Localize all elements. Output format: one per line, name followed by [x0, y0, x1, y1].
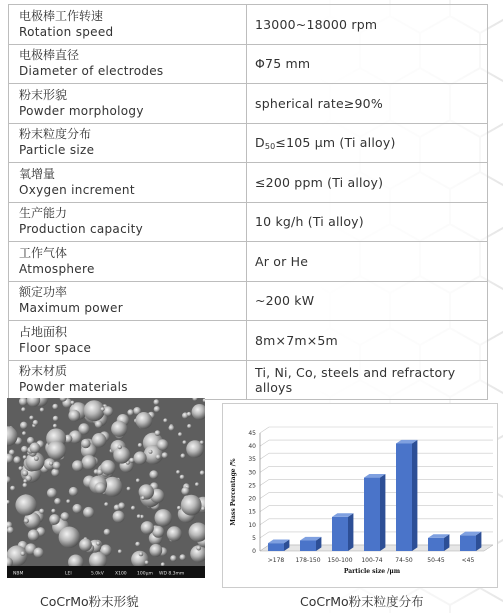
- sem-info-text: WD 8.3mm: [159, 571, 185, 577]
- powder-particle: [69, 487, 78, 496]
- powder-particle: [54, 498, 61, 505]
- powder-particle: [23, 479, 27, 483]
- powder-particle: [68, 410, 80, 422]
- spec-value-subscript: 50: [264, 141, 276, 151]
- spec-label: [9, 321, 247, 361]
- powder-particle: [49, 514, 60, 525]
- spec-value: 13000~18000 rpm: [247, 5, 488, 45]
- spec-label: [9, 123, 247, 163]
- sem-image: [7, 398, 205, 578]
- powder-particle: [10, 486, 15, 491]
- specifications-body: [9, 5, 488, 400]
- powder-particle: [20, 551, 25, 556]
- spec-label-en: Maximum power: [19, 301, 123, 316]
- powder-particle: [92, 433, 106, 447]
- powder-particle: [137, 514, 141, 518]
- spec-value: Ti, Ni, Co, steels and refractory alloys: [247, 360, 488, 400]
- powder-particle: [101, 407, 105, 411]
- x-tick-label: 100-74: [361, 557, 383, 564]
- powder-particle: [149, 450, 153, 454]
- powder-particle: [181, 495, 202, 516]
- spec-row: [9, 84, 488, 124]
- powder-particle: [163, 418, 167, 422]
- powder-particle: [195, 482, 199, 486]
- powder-particle: [181, 454, 186, 459]
- sem-info-text: X100: [115, 571, 127, 577]
- powder-particle: [152, 526, 164, 538]
- powder-particle: [149, 470, 158, 479]
- powder-particle: [141, 496, 145, 500]
- powder-particle: [95, 421, 103, 429]
- spec-label: [9, 242, 247, 282]
- spec-label-zh: 额定功率: [19, 285, 68, 300]
- spec-value: ~200 kW: [247, 281, 488, 321]
- powder-particle: [34, 456, 39, 461]
- particle-size-chart: [222, 403, 498, 588]
- powder-particle: [14, 456, 21, 463]
- spec-label-en: Atmosphere: [19, 261, 95, 276]
- spec-label: [9, 202, 247, 242]
- powder-particle: [51, 469, 59, 477]
- spec-label: [9, 360, 247, 400]
- powder-particle: [196, 546, 201, 551]
- powder-particle: [53, 416, 59, 422]
- powder-particle: [53, 462, 61, 470]
- powder-particle: [47, 488, 57, 498]
- bar: [460, 535, 476, 551]
- spec-row: [9, 163, 488, 203]
- powder-particle: [138, 443, 142, 447]
- powder-particle: [200, 441, 204, 445]
- powder-particle: [157, 439, 168, 450]
- bar: [364, 478, 380, 551]
- powder-particle: [29, 443, 40, 454]
- powder-particle: [24, 518, 29, 523]
- bar: [396, 443, 412, 551]
- spec-label-en: Production capacity: [19, 222, 144, 237]
- spec-value: ≤200 ppm (Ti alloy): [247, 163, 488, 203]
- powder-particle: [183, 440, 187, 444]
- powder-particle: [39, 509, 44, 514]
- spec-row: [9, 321, 488, 361]
- y-tick-label: 0: [252, 548, 256, 555]
- spec-label: [9, 163, 247, 203]
- powder-particle: [127, 487, 131, 491]
- powder-particle: [33, 548, 43, 558]
- powder-particle: [111, 421, 127, 437]
- powder-particle: [71, 401, 75, 405]
- spec-label-zh: 工作气体: [19, 245, 68, 260]
- spec-label-zh: 占地面积: [19, 324, 68, 339]
- y-tick-label: 45: [248, 430, 256, 437]
- spec-label-zh: 粉末形貌: [19, 87, 68, 102]
- powder-particle: [28, 530, 39, 541]
- spec-label: [9, 5, 247, 45]
- spec-label-zh: 氧增量: [19, 166, 56, 181]
- powder-particle: [150, 544, 163, 557]
- bar: [428, 538, 444, 551]
- powder-particle: [79, 539, 92, 552]
- powder-particle: [118, 550, 122, 554]
- chart-frame: [223, 404, 498, 588]
- sem-micrograph: [7, 398, 205, 578]
- y-tick-label: 5: [252, 534, 256, 542]
- powder-particle: [61, 512, 70, 521]
- powder-particle: [21, 407, 25, 411]
- bar: [332, 517, 348, 551]
- powder-particle: [73, 504, 82, 513]
- spec-value: Φ75 mm: [247, 44, 488, 84]
- powder-particle: [167, 526, 182, 541]
- specifications-table: [8, 4, 488, 400]
- powder-particle: [139, 552, 143, 556]
- powder-particle: [19, 466, 23, 470]
- powder-particle: [22, 431, 26, 435]
- y-tick-label: 40: [248, 443, 256, 451]
- powder-particle: [155, 430, 161, 436]
- spec-row: [9, 242, 488, 282]
- y-tick-label: 15: [248, 508, 256, 516]
- spec-label: [9, 84, 247, 124]
- powder-particle: [82, 455, 97, 470]
- powder-particle: [103, 406, 113, 416]
- spec-value: 10 kg/h (Ti alloy): [247, 202, 488, 242]
- y-tick-label: 35: [248, 456, 256, 464]
- spec-label-zh: 电极棒直径: [19, 48, 80, 63]
- spec-value: spherical rate≥90%: [247, 84, 488, 124]
- sem-info-text: 100μm: [137, 571, 153, 577]
- y-tick-label: 20: [248, 495, 256, 503]
- spec-value-suffix: ≤105 μm (Ti alloy): [275, 134, 396, 150]
- x-tick-label: 50-45: [427, 557, 445, 564]
- spec-label: [9, 44, 247, 84]
- powder-particle: [59, 527, 80, 548]
- spec-label-en: Powder morphology: [19, 103, 144, 118]
- powder-particle: [136, 479, 140, 483]
- powder-particle: [83, 507, 94, 518]
- powder-particle: [187, 424, 191, 428]
- sem-info-text: NBM: [13, 571, 24, 577]
- powder-particle: [180, 554, 186, 560]
- powder-particle: [23, 483, 28, 488]
- spec-label-en: Oxygen increment: [19, 182, 135, 197]
- powder-particle: [187, 412, 192, 417]
- powder-particle: [135, 542, 140, 547]
- powder-particle: [72, 460, 83, 471]
- x-tick-label: <45: [461, 557, 475, 564]
- bar-side: [412, 440, 417, 551]
- powder-particle: [162, 452, 168, 458]
- powder-particle: [21, 446, 28, 453]
- powder-particle: [200, 471, 205, 476]
- x-axis-label: Particle size /μm: [343, 568, 401, 575]
- spec-label: [9, 281, 247, 321]
- powder-particle: [180, 475, 185, 480]
- powder-particle: [53, 424, 57, 428]
- powder-particle: [104, 502, 108, 506]
- powder-particle: [29, 416, 33, 420]
- spec-value: [247, 123, 488, 163]
- powder-particle: [161, 562, 165, 566]
- powder-particle: [154, 399, 160, 405]
- powder-particle: [33, 420, 39, 426]
- sem-info-text: LEI: [65, 571, 72, 577]
- x-tick-label: 178-150: [295, 557, 321, 564]
- spec-label-zh: 生产能力: [19, 206, 68, 221]
- powder-particle: [177, 506, 181, 510]
- bar: [300, 541, 316, 551]
- bar-side: [348, 513, 353, 551]
- powder-particle: [81, 439, 91, 449]
- spec-label-en: Floor space: [19, 340, 92, 355]
- powder-particle: [40, 408, 44, 412]
- sem-caption: CoCrMo粉末形貌: [40, 594, 139, 609]
- powder-particle: [51, 509, 55, 513]
- powder-particle: [118, 445, 122, 449]
- powder-particle: [22, 470, 28, 476]
- sem-info-text: 5.0kV: [91, 571, 104, 577]
- powder-particle: [141, 521, 154, 534]
- powder-particle: [136, 412, 153, 429]
- chart-caption: CoCrMo粉末粒度分布: [300, 594, 424, 609]
- powder-particle: [155, 509, 172, 526]
- powder-particle: [113, 511, 125, 523]
- powder-particle: [127, 409, 133, 415]
- powder-particle: [145, 561, 149, 565]
- y-tick-label: 25: [248, 482, 256, 490]
- spec-label-zh: 粉末粒度分布: [19, 127, 92, 142]
- powder-particle: [113, 447, 130, 464]
- powder-particle: [52, 404, 58, 410]
- spec-value: 8m×7m×5m: [247, 321, 488, 361]
- powder-particle: [169, 425, 175, 431]
- powder-particle: [47, 441, 66, 460]
- powder-particle: [170, 555, 176, 561]
- spec-row: [9, 44, 488, 84]
- spec-label-en: Rotation speed: [19, 24, 114, 39]
- bar-side: [380, 474, 385, 551]
- spec-row: [9, 202, 488, 242]
- powder-particle: [20, 422, 28, 430]
- bar: [268, 543, 284, 551]
- powder-particle: [131, 506, 135, 510]
- powder-particle: [49, 462, 53, 466]
- powder-particle: [101, 460, 116, 475]
- y-tick-label: 30: [248, 469, 256, 477]
- powder-particle: [95, 482, 107, 494]
- powder-particle: [23, 455, 27, 459]
- x-tick-label: 150-100: [327, 557, 353, 564]
- spec-row: [9, 281, 488, 321]
- powder-particle: [156, 454, 161, 459]
- powder-particle: [7, 527, 14, 534]
- x-tick-label: >178: [267, 557, 285, 564]
- powder-particle: [178, 432, 182, 436]
- powder-particle: [181, 487, 189, 495]
- powder-particle: [176, 470, 180, 474]
- spec-row: [9, 360, 488, 400]
- particle-size-chart-svg: [222, 403, 498, 588]
- x-tick-label: 74-50: [395, 557, 413, 564]
- spec-label-zh: 粉末材质: [19, 364, 68, 379]
- powder-particle: [134, 451, 147, 464]
- spec-label-en: Powder materials: [19, 380, 128, 395]
- powder-particle: [66, 499, 70, 503]
- y-tick-label: 10: [248, 521, 256, 529]
- y-axis-label: Mass Percentage /%: [230, 458, 237, 526]
- spec-label-en: Particle size: [19, 143, 95, 158]
- powder-particle: [104, 529, 111, 536]
- spec-label-zh: 电极棒工作转速: [19, 8, 104, 23]
- powder-particle: [154, 406, 160, 412]
- spec-label-en: Diameter of electrodes: [19, 64, 164, 79]
- powder-particle: [15, 494, 36, 515]
- powder-particle: [96, 541, 100, 545]
- spec-value-prefix: D: [255, 134, 265, 150]
- powder-particle: [118, 502, 125, 509]
- spec-row: [9, 5, 488, 45]
- spec-row: [9, 123, 488, 163]
- spec-value: Ar or He: [247, 242, 488, 282]
- powder-particle: [139, 484, 154, 499]
